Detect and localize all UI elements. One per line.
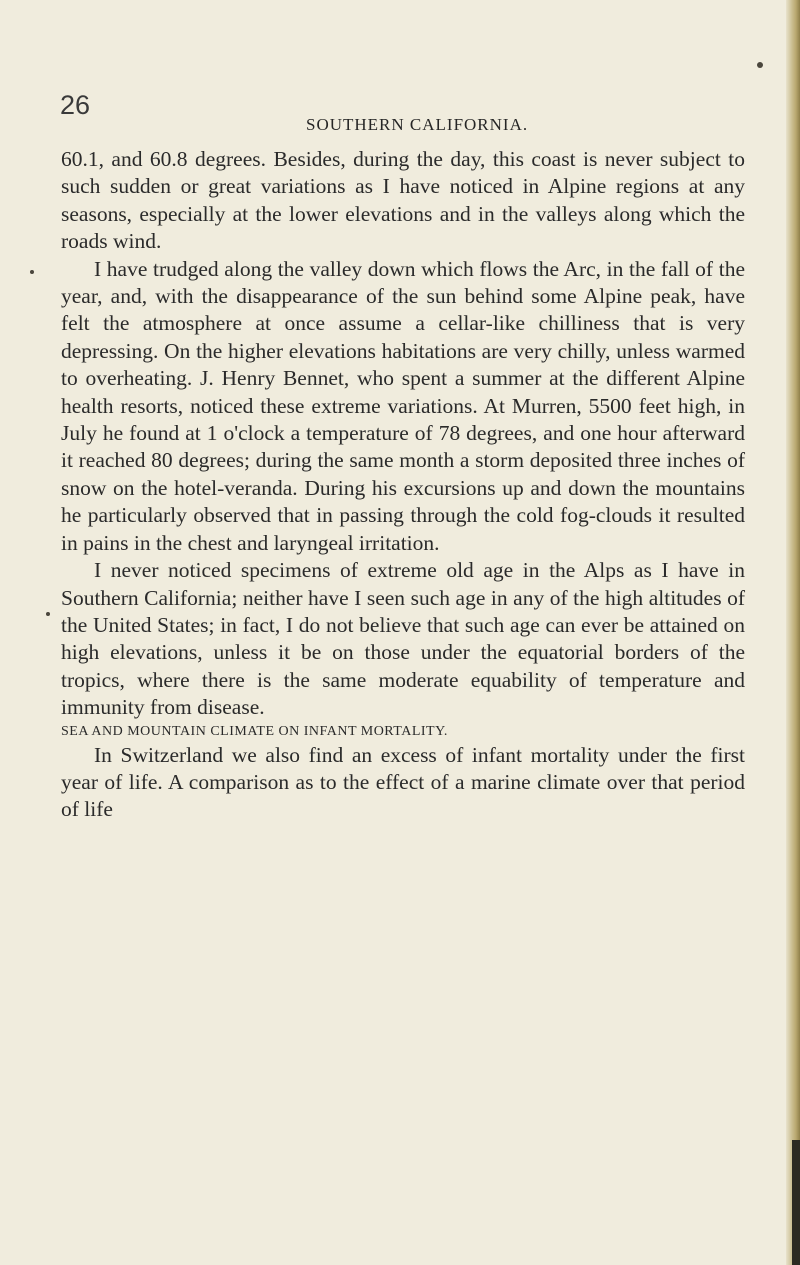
- running-head: SOUTHERN CALIFORNIA.: [306, 115, 529, 134]
- page-edge-shadow: [786, 0, 800, 1265]
- paragraph-arc-valley: I have trudged along the valley down which flows the Arc, in the fall of the year, and, with the disappearance of the sun behind some Alpine peak, have felt the atmosphere at once assume a cellar-like chilliness that is very depressing. On the higher elevations habitations are very chilly, unless warmed to overheating. J. Henry Bennet, who spent a summer at the different Alpine health resorts, noticed these extreme variations. At Murren, 5500 feet high, in July he found at 1 o'clock a temperature of 78 degrees, and one hour afterward it reached 80 degrees; during the same month a storm deposited three inches of snow on the hotel-veranda. During his excursions up and down the mountains he particularly observed that in passing through the cold fog-clouds it resulted in pains in the chest and laryngeal irritation.: [61, 256, 745, 555]
- page-body: [61, 146, 745, 824]
- page-header: [60, 90, 750, 134]
- page-edge-dark: [792, 1140, 800, 1265]
- speck-mark: [46, 612, 50, 616]
- paragraph-continued: 60.1, and 60.8 degrees. Besides, during the day, this coast is never subject to such sudden or great variations as I have noticed in Alpine regions at any seasons, especially at the lower elevations and in the valleys along which the roads wind.: [61, 147, 745, 254]
- paragraph-infant-mortality: In Switzerland we also find an excess of infant mortality under the first year of life. A comparison as to the effect of a marine climate over that period of life: [61, 742, 745, 822]
- speck-mark: [30, 270, 34, 274]
- paragraph-old-age: I never noticed specimens of extreme old age in the Alps as I have in Southern California; neither have I seen such age in any of the high altitudes of the United States; in fact, I do not believe that such age can ever be attained on high elevations, unless it be on those under the equatorial borders of the tropics, where there is the same moderate equability of temperature and immunity from disease.: [61, 558, 745, 720]
- speck-mark: [757, 62, 763, 68]
- page-number: 26: [60, 90, 91, 120]
- section-heading: SEA AND MOUNTAIN CLIMATE ON INFANT MORTALITY.: [61, 723, 448, 739]
